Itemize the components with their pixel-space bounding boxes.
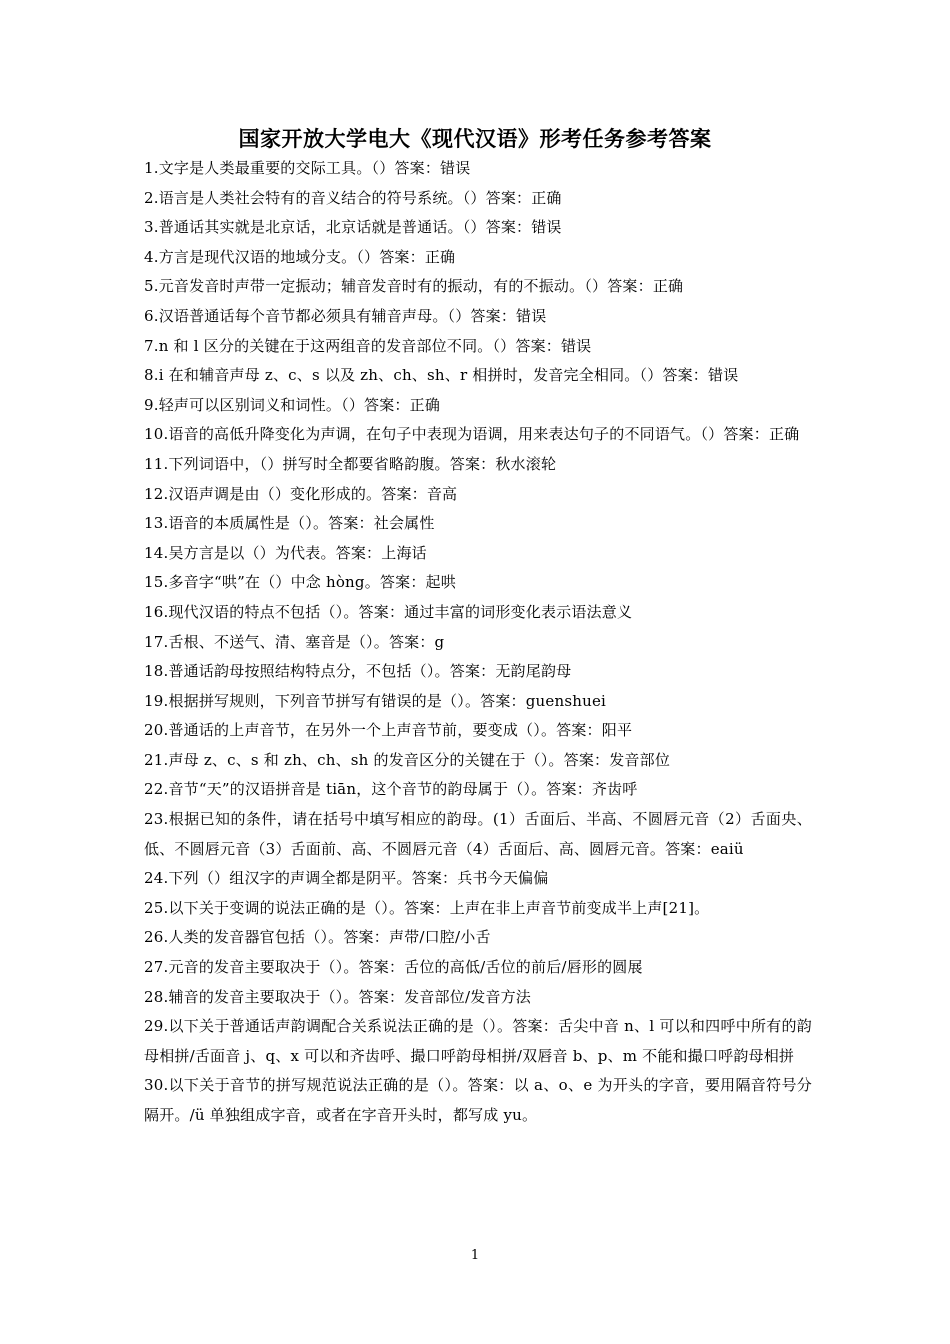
question-item: 23.根据已知的条件，请在括号中填写相应的韵母。(1）舌面后、半高、不圆唇元音（2）舌面央、低、不圆唇元音（3）舌面前、高、不圆唇元音（4）舌面后、高、圆唇元音。答案：eaiü (144, 810, 812, 858)
question-item: 1.文字是人类最重要的交际工具。（）答案：错误 (144, 159, 471, 177)
question-item: 29.以下关于普通话声韵调配合关系说法正确的是（）。答案：舌尖中音 n、l 可以和四呼中所有的韵母相拼/舌面音 j、q、x 可以和齐齿呼、撮口呼韵母相拼/双唇音 b、p、m 不能和撮口呼韵母相拼 (144, 1017, 812, 1065)
question-item: 18.普通话韵母按照结构特点分，不包括（）。答案：无韵尾韵母 (144, 662, 572, 681)
question-item: 6.汉语普通话每个音节都必须具有辅音声母。（）答案：错误 (144, 306, 547, 325)
page-title: 国家开放大学电大《现代汉语》形考任务参考答案 (238, 127, 712, 151)
question-item: 7.n 和 l 区分的关键在于这两组音的发音部位不同。（）答案：错误 (144, 336, 592, 355)
question-item: 26.人类的发音器官包括（）。答案：声带/口腔/小舌 (144, 928, 491, 947)
question-item: 27.元音的发音主要取决于（）。答案：舌位的高低/舌位的前后/唇形的圆展 (144, 958, 643, 977)
question-item: 9.轻声可以区别词义和词性。（）答案：正确 (144, 395, 441, 414)
question-item: 3.普通话其实就是北京话，北京话就是普通话。（）答案：错误 (144, 218, 562, 237)
question-item: 22.音节“天”的汉语拼音是 tiān，这个音节的韵母属于（）。答案：齐齿呼 (144, 780, 638, 799)
question-item: 19.根据拼写规则，下列音节拼写有错误的是（）。答案：guenshuei (144, 691, 607, 710)
question-item: 12.汉语声调是由（）变化形成的。答案：音高 (144, 484, 458, 503)
question-item: 28.辅音的发音主要取决于（）。答案：发音部位/发音方法 (144, 987, 532, 1006)
question-item: 13.语音的本质属性是（）。答案：社会属性 (144, 514, 435, 533)
question-item: 21.声母 z、c、s 和 zh、ch、sh 的发音区分的关键在于（）。答案：发音部位 (144, 750, 671, 769)
question-item: 14.吴方言是以（）为代表。答案：上海话 (144, 543, 427, 562)
question-list (144, 154, 812, 1131)
question-item: 24.下列（）组汉字的声调全都是阴平。答案：兵书今天偏偏 (144, 869, 549, 888)
question-item: 20.普通话的上声音节，在另外一个上声音节前，要变成（）。答案：阳平 (144, 721, 633, 740)
question-item: 4.方言是现代汉语的地域分支。（）答案：正确 (144, 247, 456, 266)
question-item: 5.元音发音时声带一定振动；辅音发音时有的振动，有的不振动。（）答案：正确 (144, 277, 684, 296)
question-item: 16.现代汉语的特点不包括（）。答案：通过丰富的词形变化表示语法意义 (144, 602, 633, 621)
question-item: 2.语言是人类社会特有的音义结合的符号系统。（）答案：正确 (144, 188, 562, 207)
question-item: 8.i 在和辅音声母 z、c、s 以及 zh、ch、sh、r 相拼时，发音完全相同。（）答案：错误 (144, 366, 739, 385)
question-item: 10.语音的高低升降变化为声调，在句子中表现为语调，用来表达句子的不同语气。（）答案：正确 (144, 425, 800, 444)
question-item: 30.以下关于音节的拼写规范说法正确的是（）。答案：以 a、o、e 为开头的字音，要用隔音符号分隔开。/ü 单独组成字音，或者在字音开头时，都写成 yu。 (144, 1076, 812, 1124)
question-item: 15.多音字“哄”在（）中念 hòng。答案：起哄 (144, 573, 456, 592)
page-number: 1 (470, 1248, 480, 1263)
question-item: 11.下列词语中，（）拼写时全都要省略韵腹。答案：秋水滚轮 (144, 454, 557, 473)
question-item: 25.以下关于变调的说法正确的是（）。答案：上声在非上声音节前变成半上声[21]。 (144, 898, 710, 917)
question-item: 17.舌根、不送气、清、塞音是（）。答案：g (144, 632, 445, 651)
